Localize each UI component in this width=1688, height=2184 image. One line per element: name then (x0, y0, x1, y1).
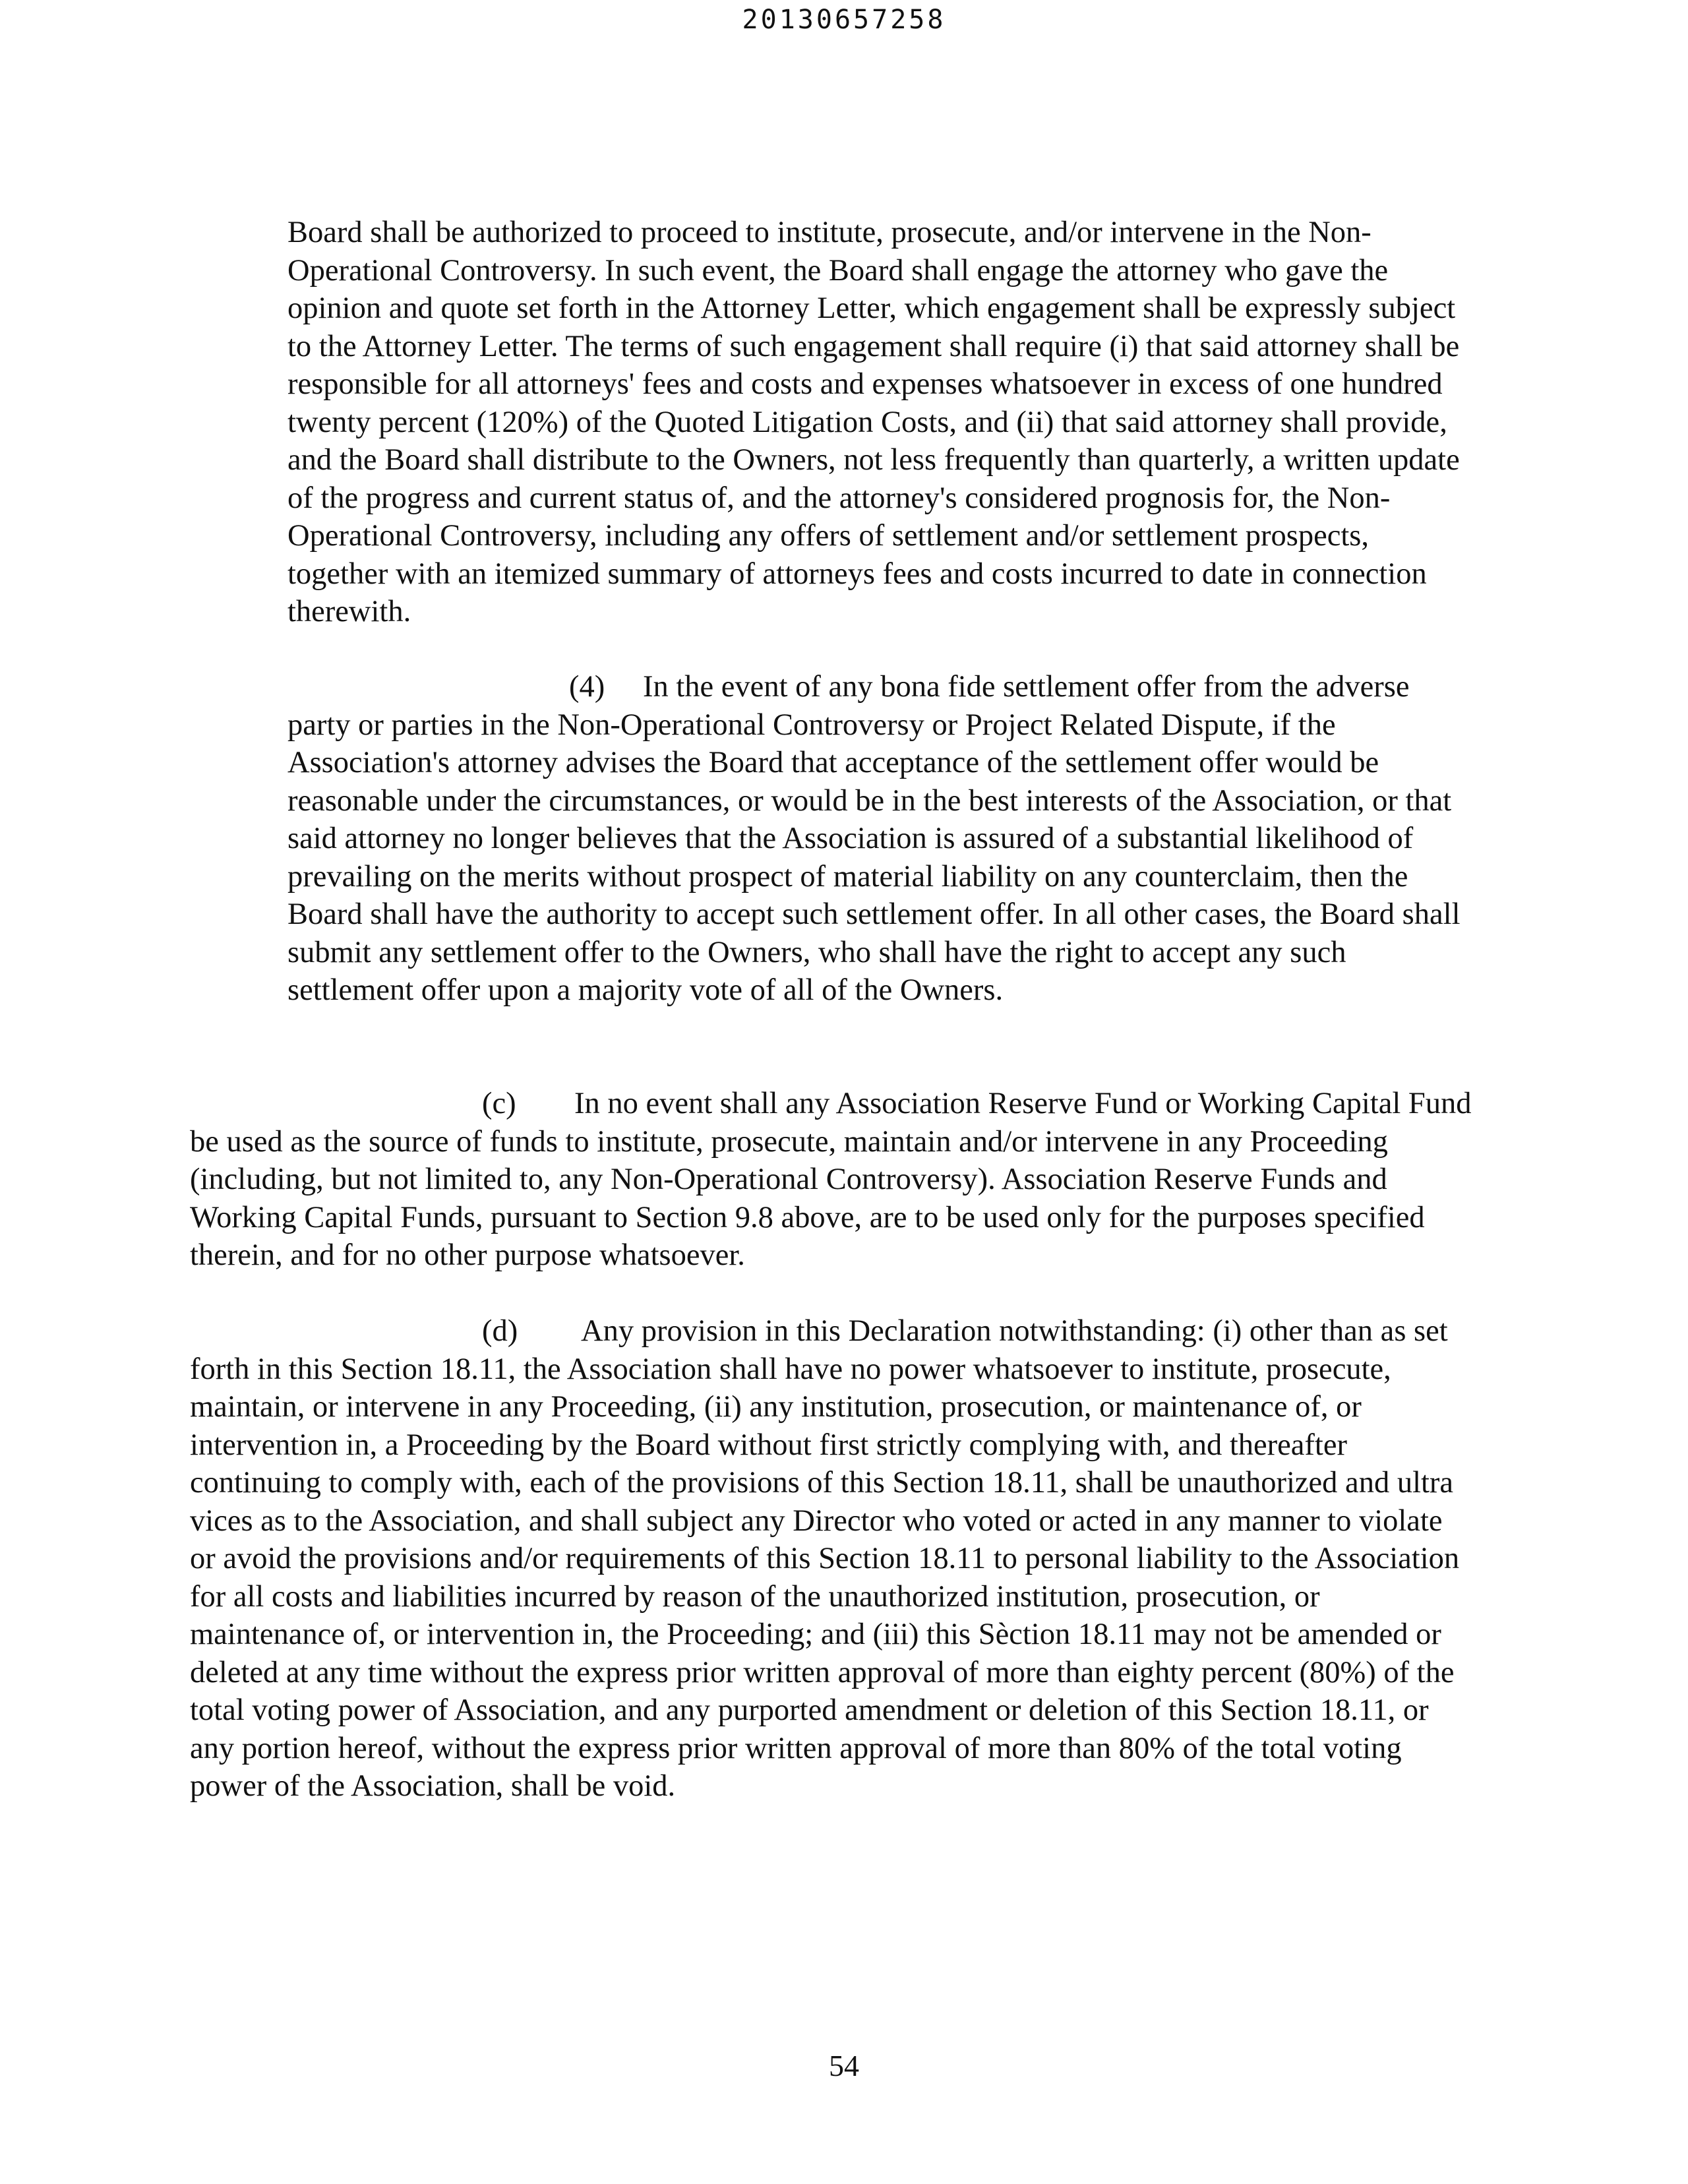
item-4-marker: (4) (569, 670, 605, 704)
item-d-marker: (d) (482, 1314, 518, 1348)
item-c-marker: (c) (482, 1087, 516, 1120)
paragraph-continuation: Board shall be authorized to proceed to institute, prosecute, and/or intervene in the Non-Operational Controversy. In such event, the Board shall engage the attorney who gave the opinion and quote set forth in the Attorney Letter, which engagement shall be expressly subject to the Attorney Letter. The terms of such engagement shall require (i) that said attorney shall be responsible for all attorneys' fees and costs and expenses whatsoever in excess of one hundred twenty percent (120%) of the Quoted Litigation Costs, and (ii) that said attorney shall provide, and the Board shall distribute to the Owners, not less frequently than quarterly, a written update of the progress and current status of, and the attorney's considered prognosis for, the Non-Operational Controversy, including any offers of settlement and/or settlement prospects, together with an itemized summary of attorneys fees and costs incurred to date in connection therewith. (287, 216, 1460, 628)
page-number: 54 (829, 2049, 859, 2082)
item-4-text: In the event of any bona fide settlement offer from the adverse party or parties in the Non-Operational Controversy or Project Related Dispute, if the Association's attorney advises the Board that acceptance of the settlement offer would be reasonable under the circumstances, or would be in the best interests of the Association, or that said attorney no longer believes that the Association is assured of a substantial likelihood of prevailing on the merits without prospect of material liability on any counterclaim, then the Board shall have the authority to accept such settlement offer. In all other cases, the Board shall submit any settlement offer to the Owners, who shall have the right to accept any such settlement offer upon a majority vote of all of the Owners. (287, 670, 1461, 1007)
paragraph-item-4 (287, 668, 1474, 1010)
document-number: 20130657258 (742, 5, 946, 35)
item-c-text: In no event shall any Association Reserve Fund or Working Capital Fund be used as the source of funds to institute, prosecute, maintain and/or intervene in any Proceeding (including, but not limited to, any Non-Operational Controversy). Association Reserve Funds and Working Capital Funds, pursuant to Section 9.8 above, are to be used only for the purposes specified therein, and for no other purpose whatsoever. (190, 1087, 1472, 1272)
item-d-text: Any provision in this Declaration notwithstanding: (i) other than as set forth in this Section 18.11, the Association shall have no power whatsoever to institute, prosecute, maintain, or intervene in any Proceeding, (ii) any institution, prosecution, or maintenance of, or intervention in, a Proceeding by the Board without first strictly complying with, and thereafter continuing to comply with, each of the provisions of this Section 18.11, shall be unauthorized and ultra vices as to the Association, and shall subject any Director who voted or acted in any manner to violate or avoid the provisions and/or requirements of this Section 18.11 to personal liability to the Association for all costs and liabilities incurred by reason of the unauthorized institution, prosecution, or maintenance of, or intervention in, the Proceeding; and (iii) this Sèction 18.11 may not be amended or deleted at any time without the express prior written approval of more than eighty percent (80%) of the total voting power of Association, and any purported amendment or deletion of this Section 18.11, or any portion hereof, without the express prior written approval of more than 80% of the total voting power of the Association, shall be void. (190, 1314, 1460, 1803)
paragraph-item-d (190, 1312, 1474, 1805)
paragraph-item-c (190, 1085, 1474, 1275)
